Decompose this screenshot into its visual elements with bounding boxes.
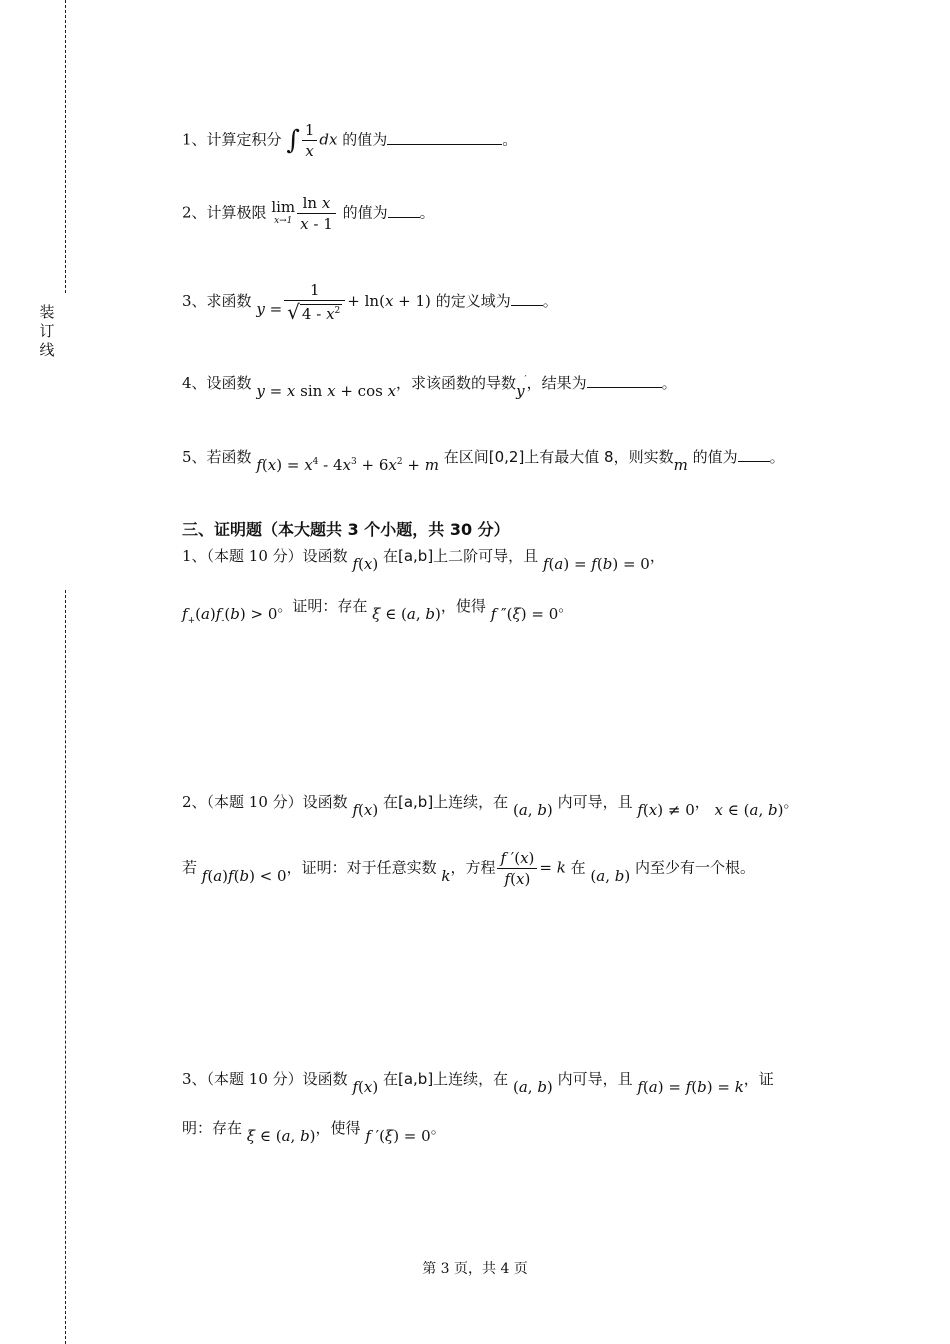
fill-question-5: 5、若函数 $f(x) = x^4 - 4x^3 + 6x^2 + m$ 在区间[0,2]上有最大值 8，则实数m 的值为 。 <box>182 448 785 474</box>
answer-blank-5 <box>738 447 770 462</box>
fill-question-2: 2、计算极限 lim x→1 $\frac{\text{ln x}}{x - 1}$ 的值为 。 <box>182 194 435 233</box>
proof-problem-2-line-2: 若 f(a)f(b) < 0，证明：对于任意实数 k，方程 $\frac{f '(x)}{f(x)}$ = k 在 (a, b) 内至少有一个根。 <box>182 849 756 888</box>
function-expression-5: $f(x) = x^4 - 4x^3 + 6x^2 + m$ <box>256 456 439 474</box>
section-title: 三、证明题（本大题共 3 个小题，共 30 分） <box>182 520 510 539</box>
integral-symbol: ∫ <box>286 125 300 156</box>
answer-blank-4 <box>587 373 662 388</box>
proof-problem-3-line-2: 明：存在 ξ ∈ (a, b)，使得 f ′(ξ) = 0。 <box>182 1119 446 1145</box>
answer-blank-2 <box>388 203 420 218</box>
proof-problem-1-line-2: $f_+(a)f_-(b) > 0$。证明：存在 ξ ∈ (a, b)，使得 f ″(ξ) = 0。 <box>182 597 574 626</box>
binding-dashed-line-top <box>65 0 66 293</box>
fill-question-1: 1、计算定积分 ∫ $\frac{1}{x}$ dx 的值为 。 <box>182 121 518 160</box>
domain-fraction: $\frac{1}{√ 4 - x^2}$ <box>284 280 345 324</box>
binding-label: 装 订 线 <box>39 303 55 359</box>
proof-problem-2-line-1: 2、（本题 10 分）设函数 f(x) 在[a,b]上连续，在 (a, b) 内可导，且 f(x) ≠ 0， x ∈ (a, b)。 <box>182 793 799 819</box>
fill-question-4: 4、设函数 y = x sin x + cos x，求该函数的导数y′，结果为 。 <box>182 374 677 400</box>
proof-problem-3-line-1: 3、（本题 10 分）设函数 f(x) 在[a,b]上连续，在 (a, b) 内可导，且 f(a) = f(b) = k，证 <box>182 1070 774 1096</box>
equation-fraction: $\frac{f '(x)}{f(x)}$ <box>497 848 537 889</box>
page-footer: 第 3 页，共 4 页 <box>422 1261 528 1277</box>
proof-problem-1-line-1: 1、（本题 10 分）设函数 f(x) 在[a,b]上二阶可导，且 f(a) = f(b) = 0， <box>182 547 665 573</box>
fill-question-3: 3、求函数 y = $\frac{1}{√ 4 - x^2}$ + ln(x + 1) 的定义域为 。 <box>182 281 558 324</box>
limit-operator: lim x→1 <box>271 197 296 226</box>
limit-fraction: $\frac{\text{ln x}}{x - 1}$ <box>297 193 336 234</box>
answer-blank-1 <box>387 130 502 145</box>
answer-blank-3 <box>511 291 543 306</box>
function-expression-4: y = x sin x + cos x <box>256 382 397 400</box>
integral-fraction: $\frac{1}{x}$ <box>302 120 318 161</box>
binding-dashed-line-bottom <box>65 590 66 1344</box>
